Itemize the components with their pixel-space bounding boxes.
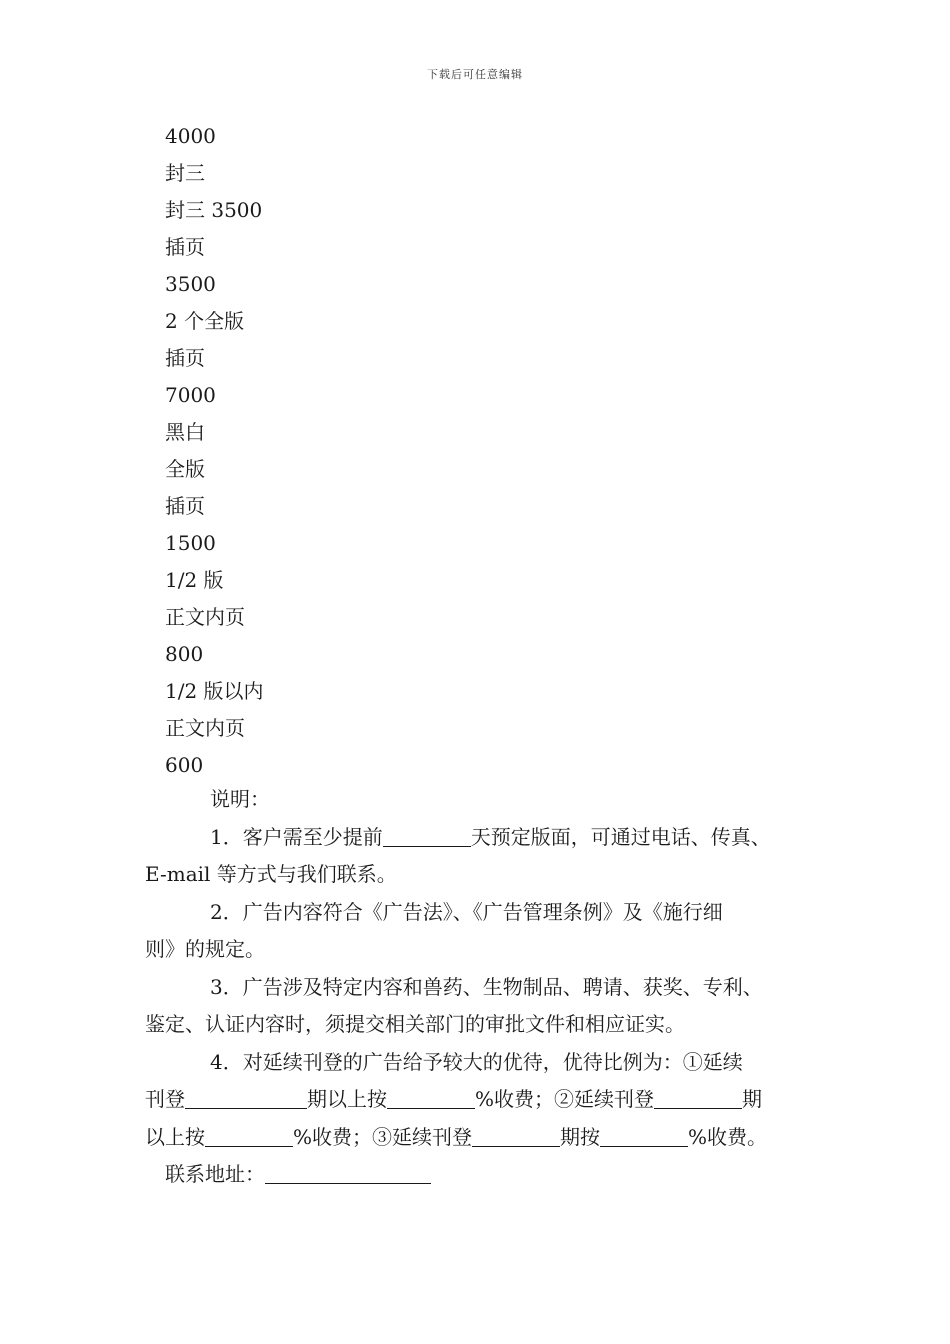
list-item: 1/2 版以内: [165, 679, 264, 703]
note-item-4-cont2: [145, 1119, 825, 1157]
fill-in-blank: [600, 1126, 688, 1147]
list-item: 正文内页: [165, 605, 245, 629]
note-text: 期以上按: [307, 1087, 387, 1111]
contact-address: [145, 1156, 825, 1194]
list-item: 黑白: [165, 420, 205, 444]
fill-in-blank: [383, 826, 471, 847]
fill-in-blank: [387, 1088, 475, 1109]
note-item-3-cont: 鉴定、认证内容时，须提交相关部门的审批文件和相应证实。: [145, 1012, 685, 1036]
contact-label: 联系地址：: [165, 1162, 265, 1186]
list-item: 2 个全版: [165, 309, 245, 333]
list-item: 插页: [165, 494, 205, 518]
note-item-3: 3．广告涉及特定内容和兽药、生物制品、聘请、获奖、专利、: [210, 974, 763, 999]
fill-in-blank: [185, 1088, 307, 1109]
note-item-2: 2．广告内容符合《广告法》、《广告管理条例》及《施行细: [210, 899, 723, 924]
note-item-1: [145, 819, 825, 857]
note-item-4: 4．对延续刊登的广告给予较大的优待，优待比例为：①延续: [210, 1049, 743, 1074]
price-list: [165, 118, 815, 784]
list-item: 封三 3500: [165, 198, 263, 222]
list-item: 插页: [165, 235, 205, 259]
note-item-2-cont: 则》的规定。: [145, 937, 265, 961]
fill-in-blank: [265, 1163, 431, 1184]
note-text: %收费。: [688, 1124, 768, 1149]
list-item: 封三: [165, 161, 205, 185]
list-item: 7000: [165, 383, 216, 407]
notes-section: [145, 781, 825, 1194]
note-item-1-cont: E-mail 等方式与我们联系。: [145, 862, 397, 886]
fill-in-blank: [654, 1088, 742, 1109]
note-text: 1．客户需至少提前: [210, 824, 383, 849]
fill-in-blank: [472, 1126, 560, 1147]
note-item-4-cont: [145, 1081, 825, 1119]
note-text: %收费；③延续刊登: [293, 1124, 473, 1149]
list-item: 全版: [165, 457, 205, 481]
note-text: 刊登: [145, 1087, 185, 1111]
list-item: 800: [165, 642, 204, 666]
list-item: 600: [165, 753, 204, 777]
list-item: 正文内页: [165, 716, 245, 740]
list-item: 1500: [165, 531, 216, 555]
note-text: 以上按: [145, 1124, 205, 1149]
note-text: 期按: [560, 1124, 601, 1149]
fill-in-blank: [205, 1126, 293, 1147]
note-text: %收费；②延续刊登: [475, 1087, 655, 1111]
list-item: 4000: [165, 124, 216, 148]
note-text: 天预定版面，可通过电话、传真、: [470, 824, 771, 849]
list-item: 1/2 版: [165, 568, 224, 592]
list-item: 插页: [165, 346, 205, 370]
notes-heading: 说明：: [210, 787, 270, 811]
page-header: 下载后可任意编辑: [427, 68, 523, 81]
list-item: 3500: [165, 272, 216, 296]
note-text: 期: [742, 1087, 763, 1111]
